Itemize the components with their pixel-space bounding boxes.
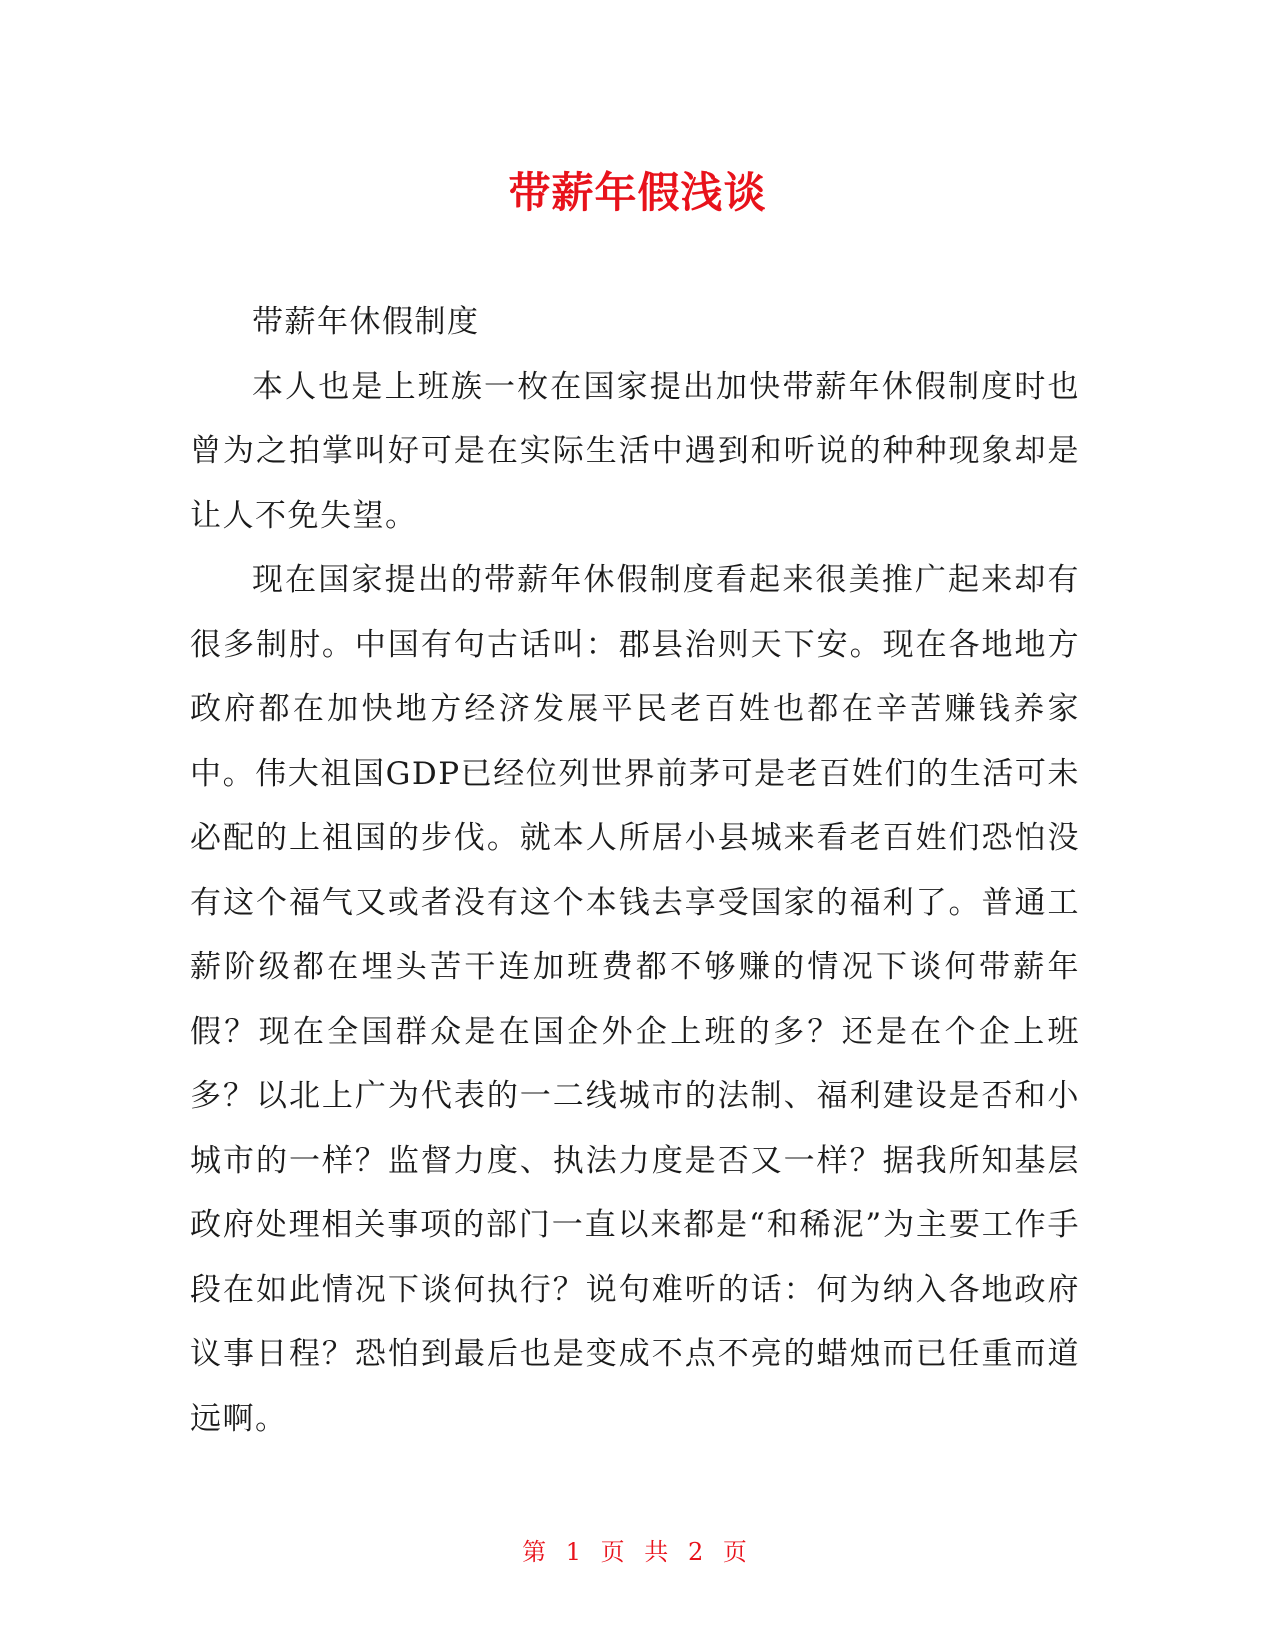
- paragraph: 现在国家提出的带薪年休假制度看起来很美推广起来却有很多制肘。中国有句古话叫：郡县治则天下安。现在各地地方政府都在加快地方经济发展平民老百姓也都在辛苦赚钱养家中。伟大祖国GDP已经位列世界前茅可是老百姓们的生活可未必配的上祖国的步伐。就本人所居小县城来看老百姓们恐怕没有这个福气又或者没有这个本钱去享受国家的福利了。普通工薪阶级都在埋头苦干连加班费都不够赚的情况下谈何带薪年假？现在全国群众是在国企外企上班的多？还是在个企上班多？以北上广为代表的一二线城市的法制、福利建设是否和小城市的一样？监督力度、执法力度是否又一样？据我所知基层政府处理相关事项的部门一直以来都是“和稀泥”为主要工作手段在如此情况下谈何执行？说句难听的话：何为纳入各地政府议事日程？恐怕到最后也是变成不点不亮的蜡烛而已任重而道远啊。: [190, 562, 1080, 1437]
- paragraph-heading: 带薪年休假制度: [252, 304, 480, 340]
- page-footer: 第 1 页 共 2 页: [522, 1538, 753, 1566]
- paragraph: 本人也是上班族一枚在国家提出加快带薪年休假制度时也曾为之拍掌叫好可是在实际生活中遇到和听说的种种现象却是让人不免失望。: [190, 368, 1080, 534]
- document-title: 带薪年假浅谈: [508, 168, 767, 217]
- document-body: [190, 290, 1080, 1451]
